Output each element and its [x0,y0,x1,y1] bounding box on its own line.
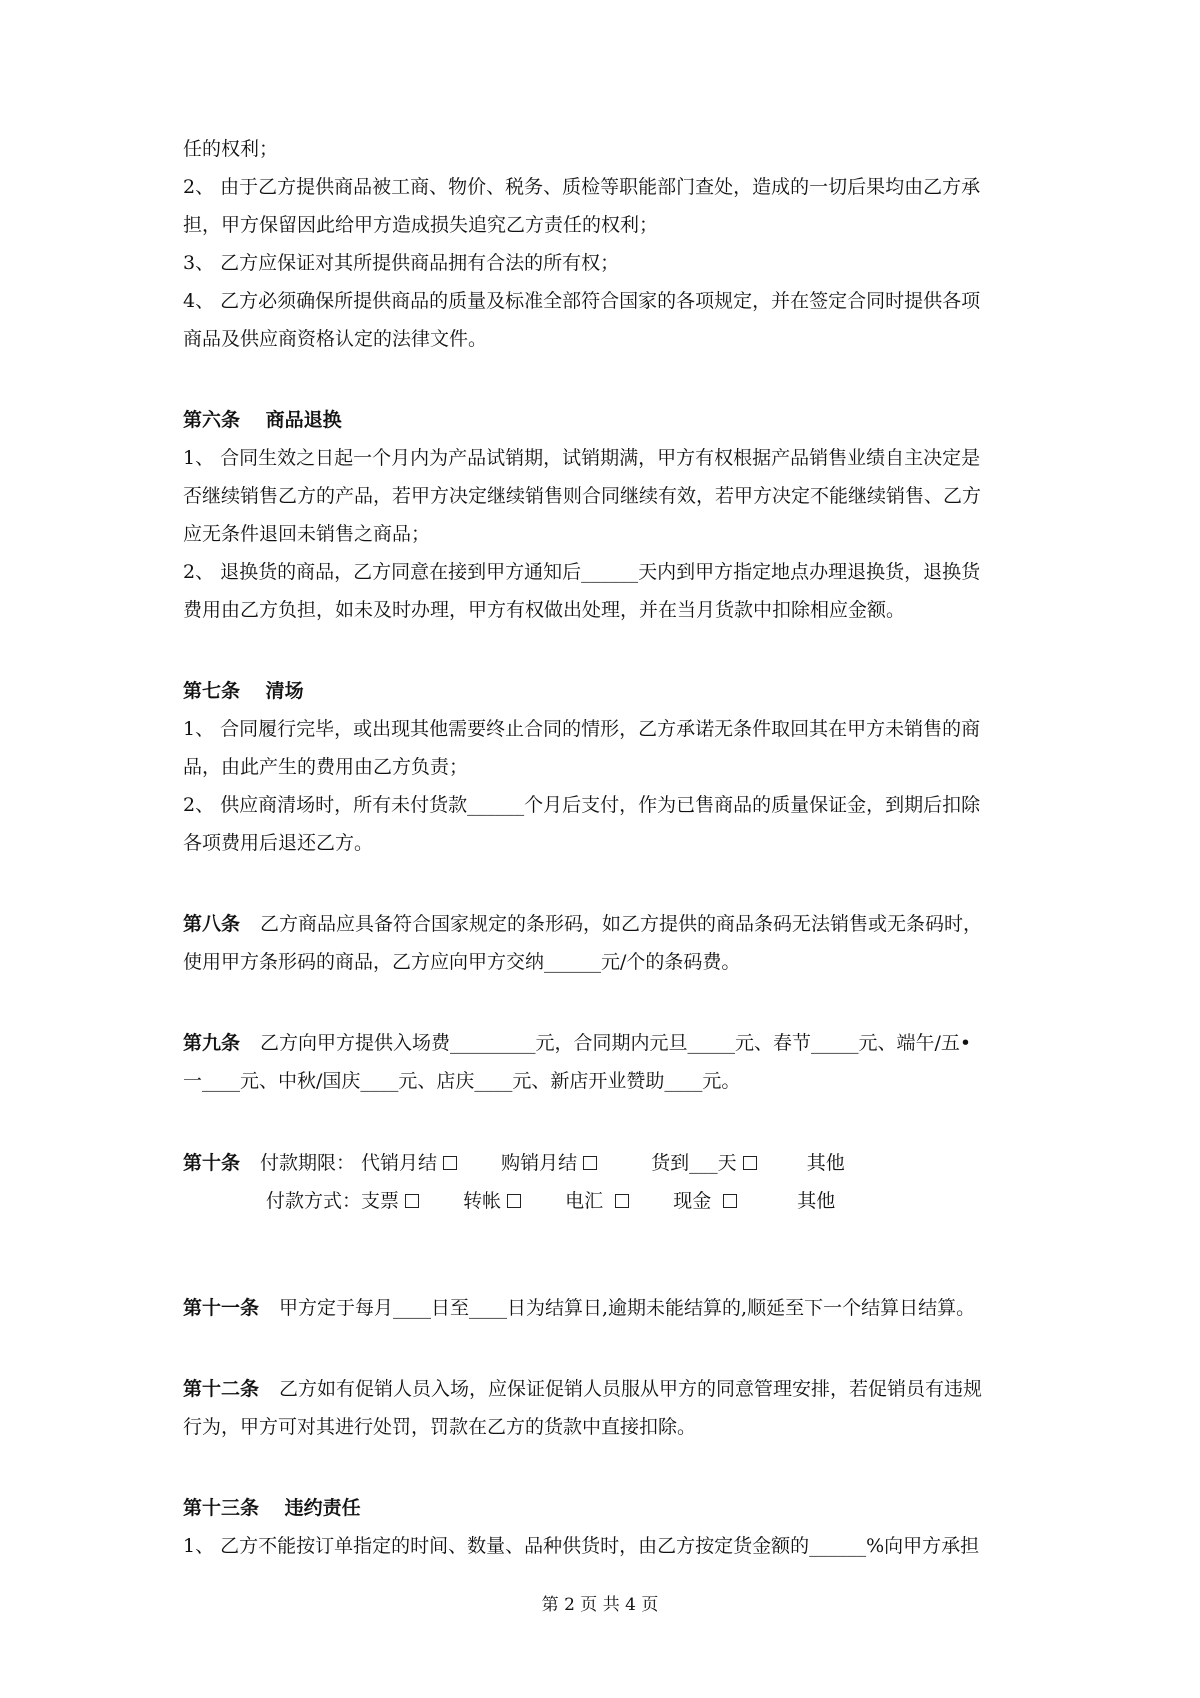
section-heading-6: 第六条 商品退换 [183,409,342,431]
section-heading-12: 第十二条 [183,1378,260,1400]
page-footer: 第 2 页 共 4 页 [541,1595,659,1615]
section-heading-7: 第七条 清场 [183,680,304,702]
text-line: 2、 由于乙方提供商品被工商、物价、税务、质检等职能部门查处，造成的一切后果均由乙方承 [183,176,981,198]
text-line: 2、 退换货的商品，乙方同意在接到甲方通知后______天内到甲方指定地点办理退换货，退换货 [183,561,981,583]
text-line: 应无条件退回未销售之商品； [183,523,431,545]
text-line: 1、 合同履行完毕，或出现其他需要终止合同的情形，乙方承诺无条件取回其在甲方未销售的商 [183,718,981,740]
section-heading-8: 第八条 [183,913,241,935]
option-label: 现金 [673,1190,712,1212]
option-label: 转帐 [463,1190,502,1212]
text-line: 3、 乙方应保证对其所提供商品拥有合法的所有权； [183,252,620,274]
checkbox[interactable] [723,1194,737,1208]
text-line: 4、 乙方必须确保所提供商品的质量及标准全部符合国家的各项规定，并在签定合同时提供各项 [183,290,981,312]
payment-terms-row [183,1150,845,1176]
checkbox[interactable] [507,1194,521,1208]
text-span: 乙方向甲方提供入场费_________元，合同期内元旦_____元、春节_____元、端午/五• [260,1032,972,1054]
option-label: 购销月结 [501,1152,578,1174]
option-label: 电汇 [565,1190,604,1212]
text-line: 品，由此产生的费用由乙方负责； [183,756,469,778]
text-line: 使用甲方条形码的商品，乙方应向甲方交纳______元/个的条码费。 [183,951,741,973]
text-line: 2、 供应商清场时，所有未付货款______个月后支付，作为已售商品的质量保证金，到期后扣除 [183,794,981,816]
text-span: 甲方定于每月____日至____日为结算日,逾期未能结算的,顺延至下一个结算日结算。 [279,1297,976,1319]
text-line: 各项费用后退还乙方。 [183,832,374,854]
text-line: 一____元、中秋/国庆____元、店庆____元、新店开业赞助____元。 [183,1070,741,1092]
text-span: 乙方如有促销人员入场，应保证促销人员服从甲方的同意管理安排，若促销员有违规 [279,1378,983,1400]
text-line: 商品及供应商资格认定的法律文件。 [183,328,488,350]
option-label: 代销月结 [361,1152,438,1174]
section-heading-10: 第十条 [183,1152,241,1174]
checkbox[interactable] [443,1156,457,1170]
text-line: 1、 合同生效之日起一个月内为产品试销期，试销期满，甲方有权根据产品销售业绩自主决定是 [183,447,981,469]
text-line: 任的权利； [183,138,279,160]
option-label: 其他 [806,1152,845,1174]
payment-method-label: 付款方式： [266,1190,362,1212]
section-heading-13: 第十三条 违约责任 [183,1497,361,1519]
text-line: 担，甲方保留因此给甲方造成损失追究乙方责任的权利； [183,214,659,236]
article-9 [183,1030,971,1056]
section-heading-11: 第十一条 [183,1297,260,1319]
checkbox[interactable] [615,1194,629,1208]
option-label: 货到___天 [651,1152,737,1174]
text-line: 费用由乙方负担，如未及时办理，甲方有权做出处理，并在当月货款中扣除相应金额。 [183,599,906,621]
article-11 [183,1295,975,1321]
article-12 [183,1376,982,1402]
article-8 [183,911,982,937]
payment-term-label: 付款期限： [260,1152,356,1174]
checkbox[interactable] [743,1156,757,1170]
text-span: 乙方商品应具备符合国家规定的条形码，如乙方提供的商品条码无法销售或无条码时， [260,913,983,935]
section-heading-9: 第九条 [183,1032,241,1054]
payment-method-row [266,1188,835,1214]
checkbox[interactable] [583,1156,597,1170]
text-line: 1、 乙方不能按订单指定的时间、数量、品种供货时，由乙方按定货金额的______%向甲方承担 [183,1535,980,1557]
checkbox[interactable] [405,1194,419,1208]
option-label: 其他 [797,1190,836,1212]
text-line: 行为，甲方可对其进行处罚，罚款在乙方的货款中直接扣除。 [183,1416,697,1438]
text-line: 否继续销售乙方的产品，若甲方决定继续销售则合同继续有效，若甲方决定不能继续销售、乙方 [183,485,982,507]
option-label: 支票 [361,1190,400,1212]
